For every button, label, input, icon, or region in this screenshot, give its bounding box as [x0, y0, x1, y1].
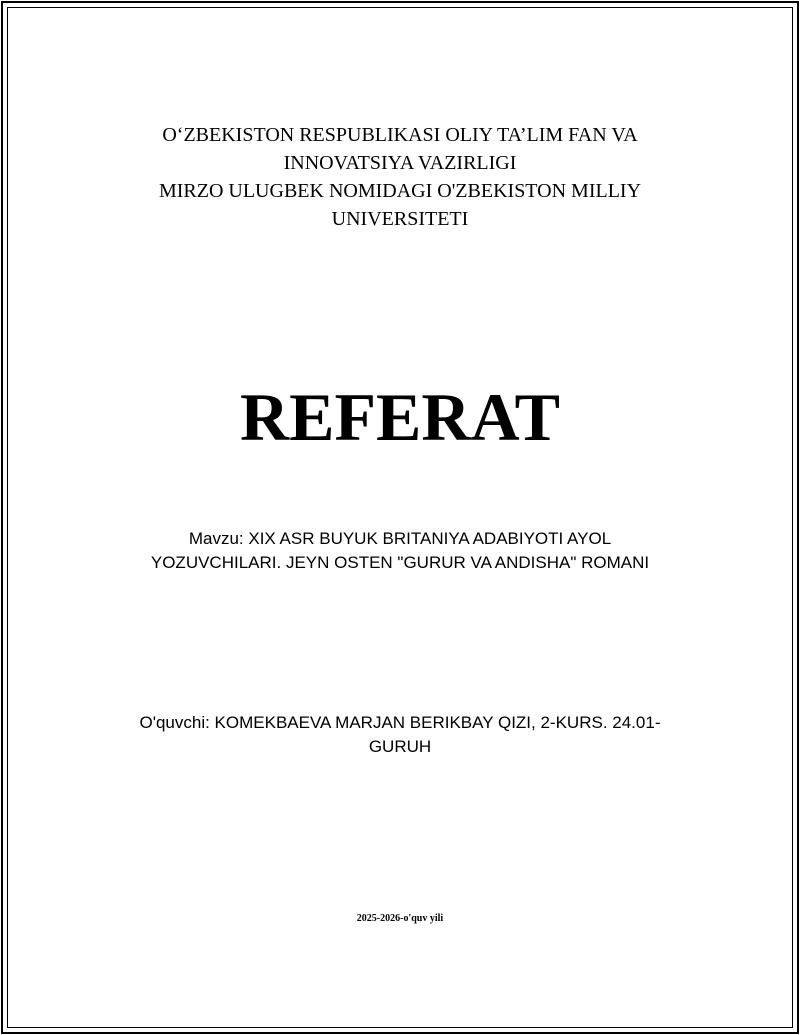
institution-line: O‘ZBEKISTON RESPUBLIKASI OLIY TA’LIM FAN VA	[162, 124, 638, 146]
topic-text	[0, 527, 800, 575]
institution-line: MIRZO ULUGBEK NOMIDAGI O'ZBEKISTON MILLIY	[158, 180, 642, 202]
student-info	[0, 711, 800, 759]
institution-heading	[0, 121, 800, 233]
academic-year: 2025-2026-o'quv yili	[356, 913, 444, 924]
student-line: O'quvchi: KOMEKBAEVA MARJAN BERIKBAY QIZI, 2-KURS. 24.01-	[139, 713, 661, 732]
institution-line: INNOVATSIYA VAZIRLIGI	[283, 152, 517, 174]
topic-line: Mavzu: XIX ASR BUYUK BRITANIYA ADABIYOTI AYOL	[188, 529, 612, 548]
document-type-title: REFERAT	[240, 379, 560, 455]
student-line: GURUH	[368, 737, 432, 756]
institution-line: UNIVERSITETI	[331, 208, 469, 230]
topic-line: YOZUVCHILARI. JEYN OSTEN "GURUR VA ANDISHA" ROMANI	[150, 553, 650, 572]
